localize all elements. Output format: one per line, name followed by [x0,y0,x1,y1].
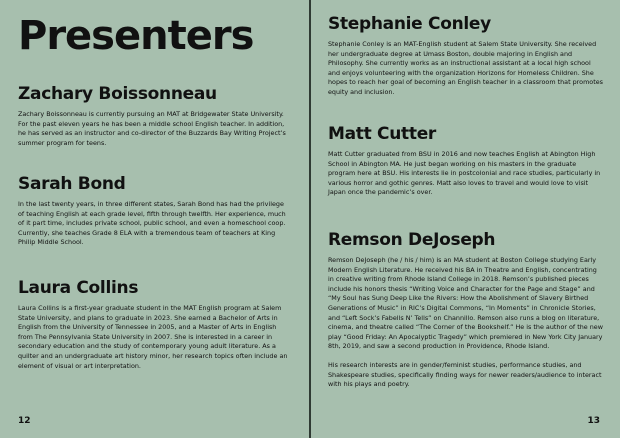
left-page [0,0,309,438]
page-title: Presenters [18,13,254,59]
page-number: 12 [18,416,31,426]
presenter-bio: In the last twenty years, in three different states, Sarah Bond has had the privilege of teaching English at each grade level, fifth through twelfth. Her experience, much of it part time, includes private school, public school, and even a homeschool coop. Currently, she teaches Grade 8 ELA with a tremendous team of teachers at King Philip Middle School. [18,200,286,247]
presenter-bio: Matt Cutter graduated from BSU in 2016 and now teaches English at Abington High School in Abington MA. He just began working on his masters in the graduate program here at BSU. His interests lie in postcolonial and race studies, particularly in various horror and gothic genres. Matt also loves to travel and would love to visit Japan once the pandemic’s over. [328,150,601,197]
right-page [311,0,620,438]
presenter-name: Laura Collins [18,278,139,298]
presenter-matt [328,124,604,198]
presenter-laura [18,278,290,371]
presenter-sarah [18,174,290,248]
presenter-bio: Stephanie Conley is an MAT-English student at Salem State University. She received her undergraduate degree at Umass Boston, double majoring in English and Philosophy. She currently works as an instructional assistant at a local high school and enjoys volunteering with the organization Horizons for Homeless Children. She hopes to reach her goal of becoming an English teacher in a classroom that promotes equity and inclusion. [328,40,603,96]
presenter-name: Sarah Bond [18,174,126,194]
page-number: 13 [587,416,600,426]
presenter-name: Remson DeJoseph [328,230,496,250]
presenter-bio: Remson DeJoseph (he / his / him) is an MA student at Boston College studying Early Modern English Literature. He received his BA in Theatre and English, concentrating in creative writing from Rhode Island College in 2018. Remson’s published pieces include his honors thesis “Writing Voice and Character for the Page and Stage” and “My Soul has Sung Deep Like the Rivers: How the Abolishment of Slavery Birthed Generations of Music” in RIC’s Digital Commons, “In Moments” in Chronicle Stories, and “Left Sock’s Fabells N’ Tells” on Channillo. Remson also runs a blog on literature, cinema, and theatre called “The Corner of the Bookshelf.” He is the author of the new play “Good Friday: An Apocalyptic Tragedy” which premiered in New York City January 8th, 2019, and saw a second production in Providence, Rhode Island. His research interests are in gender/feminist studies, performance studies, and Shakespeare studies, specifically finding ways for newer readers/audience to interact with his plays and poetry. [328,256,603,389]
presenter-name: Stephanie Conley [328,14,491,34]
presenter-bio: Laura Collins is a first-year graduate student in the MAT English program at Salem State University, and plans to graduate in 2023. She earned a Bachelor of Arts in English from the University of Tennessee in 2005, and a Master of Arts in English from The Pennsylvania State University in 2007. She is interested in a career in secondary education and the study of contemporary young adult literature. As a quilter and an undergraduate art history minor, her research topics often include an element of visual or art interpretation. [18,304,288,370]
presenter-zachary [18,84,290,148]
presenter-name: Zachary Boissonneau [18,84,217,104]
presenter-remson [328,230,604,390]
presenter-name: Matt Cutter [328,124,437,144]
presenter-bio: Zachary Boissonneau is currently pursuing an MAT at Bridgewater State University. For the past eleven years he has been a middle school English teacher. In addition, he has served as an instructor and co-director of the Buzzards Bay Writing Project’s summer program for teens. [18,110,286,147]
presenter-stephanie [328,14,604,98]
